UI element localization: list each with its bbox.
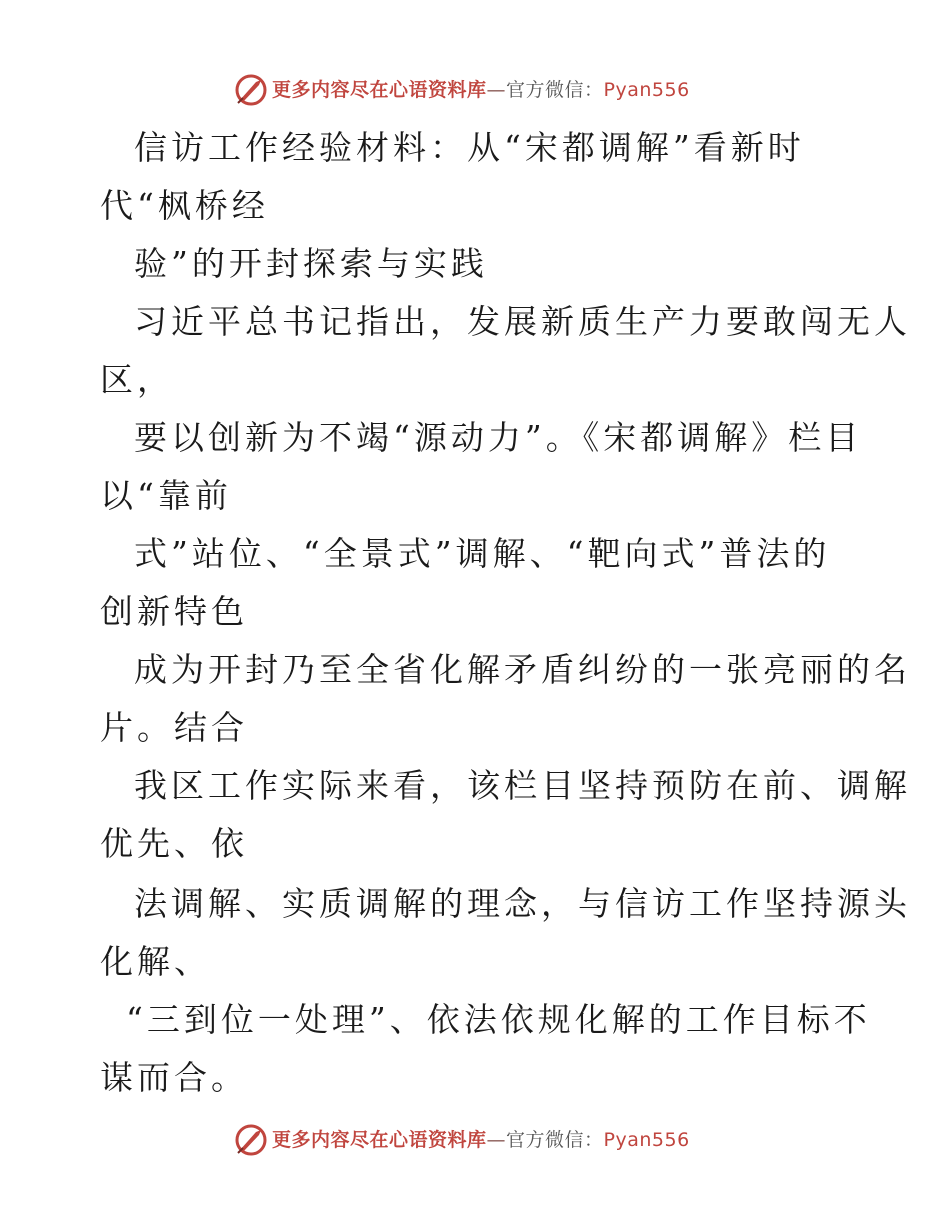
paragraph-line: 我区工作实际来看，该栏目坚持预防在前、调解 [134, 766, 911, 805]
footer-wechat-label: 官方微信： [506, 1129, 604, 1151]
footer-separator: — [486, 1129, 507, 1151]
footer-site-name: 更多内容尽在心语资料库 [272, 1129, 487, 1151]
footer-wechat-id: Pyan556 [603, 1129, 690, 1151]
paragraph-line: 优先、依 [100, 824, 248, 863]
footer-banner [0, 1120, 950, 1160]
paragraph-line: 创新特色 [100, 592, 248, 631]
document-title-line-3: 验”的开封探索与实践 [134, 244, 488, 283]
paragraph-line: 习近平总书记指出，发展新质生产力要敢闯无人 [134, 302, 911, 341]
header-wechat-label: 官方微信： [506, 79, 604, 101]
header-wechat-id: Pyan556 [603, 79, 690, 101]
paragraph-line: 谋而合。 [100, 1058, 248, 1097]
paragraph-line: “三到位一处理”、依法依规化解的工作目标不 [126, 1000, 871, 1039]
paragraph-line: 式”站位、“全景式”调解、“靶向式”普法的 [134, 534, 831, 573]
document-title-line-2: 代“枫桥经 [100, 186, 269, 225]
paragraph-line: 以“靠前 [100, 476, 232, 515]
document-title-line-1: 信访工作经验材料：从“宋都调解”看新时 [134, 128, 805, 167]
header-separator: — [486, 79, 507, 101]
header-site-name: 更多内容尽在心语资料库 [272, 79, 487, 101]
paragraph-line: 区， [100, 360, 174, 399]
paragraph-line: 化解、 [100, 942, 211, 981]
paragraph-line: 片。结合 [100, 708, 248, 747]
footer-text [272, 1126, 690, 1154]
paragraph-line: 法调解、实质调解的理念，与信访工作坚持源头 [134, 884, 911, 923]
paragraph-line: 成为开封乃至全省化解矛盾纠纷的一张亮丽的名 [134, 650, 911, 689]
quill-pen-logo-icon [234, 1123, 268, 1157]
paragraph-line: 要以创新为不竭“源动力”。《宋都调解》栏目 [134, 418, 863, 457]
